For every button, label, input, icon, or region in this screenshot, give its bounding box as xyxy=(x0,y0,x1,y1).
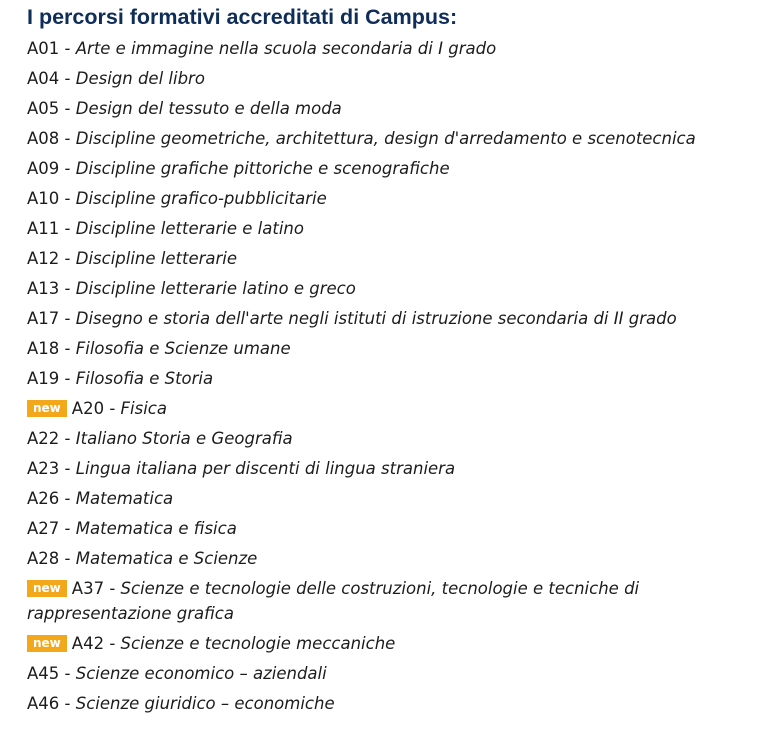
course-name: Matematica e fisica xyxy=(75,519,237,538)
course-list-item xyxy=(27,246,752,271)
course-list-item xyxy=(27,691,752,716)
course-code: A26 xyxy=(27,489,60,508)
course-name: Discipline letterarie xyxy=(75,249,238,268)
course-code: A18 xyxy=(27,339,60,358)
course-code: A10 xyxy=(27,189,60,208)
course-separator: - xyxy=(104,399,121,418)
course-list xyxy=(27,36,752,716)
course-name: Design del libro xyxy=(75,69,205,88)
course-separator: - xyxy=(104,579,121,598)
course-code: A27 xyxy=(27,519,60,538)
course-list-item xyxy=(27,576,717,626)
course-list-item xyxy=(27,516,752,541)
course-name: Discipline letterarie e latino xyxy=(75,219,304,238)
course-separator: - xyxy=(59,664,76,683)
course-separator: - xyxy=(59,694,76,713)
new-badge: new xyxy=(27,635,67,652)
course-name: Italiano Storia e Geografia xyxy=(75,429,293,448)
course-name: Discipline geometriche, architettura, design d'arredamento e scenotecnica xyxy=(75,129,696,148)
course-name: Scienze e tecnologie meccaniche xyxy=(120,634,396,653)
course-code: A19 xyxy=(27,369,60,388)
course-name: Discipline grafiche pittoriche e scenografiche xyxy=(75,159,450,178)
course-name: Design del tessuto e della moda xyxy=(75,99,342,118)
course-list-item xyxy=(27,126,752,151)
course-separator: - xyxy=(59,249,76,268)
course-code: A23 xyxy=(27,459,60,478)
course-separator: - xyxy=(59,189,76,208)
new-badge: new xyxy=(27,580,67,597)
course-code: A45 xyxy=(27,664,60,683)
course-separator: - xyxy=(59,519,76,538)
course-separator: - xyxy=(59,159,76,178)
course-code: A20 xyxy=(71,399,105,418)
course-code: A17 xyxy=(27,309,60,328)
course-separator: - xyxy=(59,99,76,118)
course-list-item xyxy=(27,456,752,481)
course-list-item xyxy=(27,66,752,91)
course-code: A22 xyxy=(27,429,60,448)
new-badge: new xyxy=(27,400,67,417)
course-code: A28 xyxy=(27,549,60,568)
course-code: A04 xyxy=(27,69,60,88)
course-name: Matematica xyxy=(75,489,174,508)
course-list-item xyxy=(27,546,752,571)
course-separator: - xyxy=(59,129,76,148)
course-list-item xyxy=(27,96,752,121)
course-separator: - xyxy=(59,339,76,358)
course-list-item xyxy=(27,216,752,241)
course-separator: - xyxy=(59,309,76,328)
course-code: A46 xyxy=(27,694,60,713)
course-separator: - xyxy=(59,69,76,88)
course-separator: - xyxy=(59,219,76,238)
course-name: Disegno e storia dell'arte negli istituti di istruzione secondaria di II grado xyxy=(75,309,677,328)
course-name: Arte e immagine nella scuola secondaria di I grado xyxy=(75,39,497,58)
course-name: Lingua italiana per discenti di lingua straniera xyxy=(75,459,456,478)
course-list-item xyxy=(27,186,752,211)
course-list-item xyxy=(27,276,752,301)
course-name: Discipline letterarie latino e greco xyxy=(75,279,356,298)
course-name: Scienze giuridico – economiche xyxy=(75,694,335,713)
course-list-item xyxy=(27,306,752,331)
course-name: Discipline grafico-pubblicitarie xyxy=(75,189,327,208)
course-separator: - xyxy=(104,634,121,653)
course-name: Scienze economico – aziendali xyxy=(75,664,327,683)
course-code: A09 xyxy=(27,159,60,178)
course-name: Fisica xyxy=(120,399,167,418)
course-list-item xyxy=(27,486,752,511)
course-list-item xyxy=(27,156,752,181)
course-code: A08 xyxy=(27,129,60,148)
course-separator: - xyxy=(59,429,76,448)
course-list-item xyxy=(27,336,752,361)
course-separator: - xyxy=(59,459,76,478)
course-separator: - xyxy=(59,489,76,508)
course-list-item xyxy=(27,631,752,656)
course-list-item xyxy=(27,396,752,421)
accredited-courses-section xyxy=(27,4,752,721)
course-separator: - xyxy=(59,279,76,298)
course-separator: - xyxy=(59,549,76,568)
course-code: A01 xyxy=(27,39,60,58)
course-name: Scienze e tecnologie delle costruzioni, tecnologie e tecniche di rappresentazione grafica xyxy=(27,579,640,623)
course-list-item xyxy=(27,661,752,686)
section-title: I percorsi formativi accreditati di Campus: xyxy=(27,5,458,29)
course-code: A13 xyxy=(27,279,60,298)
course-separator: - xyxy=(59,39,76,58)
course-list-item xyxy=(27,426,752,451)
course-list-item xyxy=(27,36,752,61)
course-code: A37 xyxy=(71,579,105,598)
course-name: Filosofia e Scienze umane xyxy=(75,339,291,358)
course-list-item xyxy=(27,366,752,391)
course-separator: - xyxy=(59,369,76,388)
course-code: A42 xyxy=(71,634,105,653)
course-code: A12 xyxy=(27,249,60,268)
course-code: A11 xyxy=(27,219,60,238)
course-name: Filosofia e Storia xyxy=(75,369,214,388)
course-name: Matematica e Scienze xyxy=(75,549,258,568)
course-code: A05 xyxy=(27,99,60,118)
